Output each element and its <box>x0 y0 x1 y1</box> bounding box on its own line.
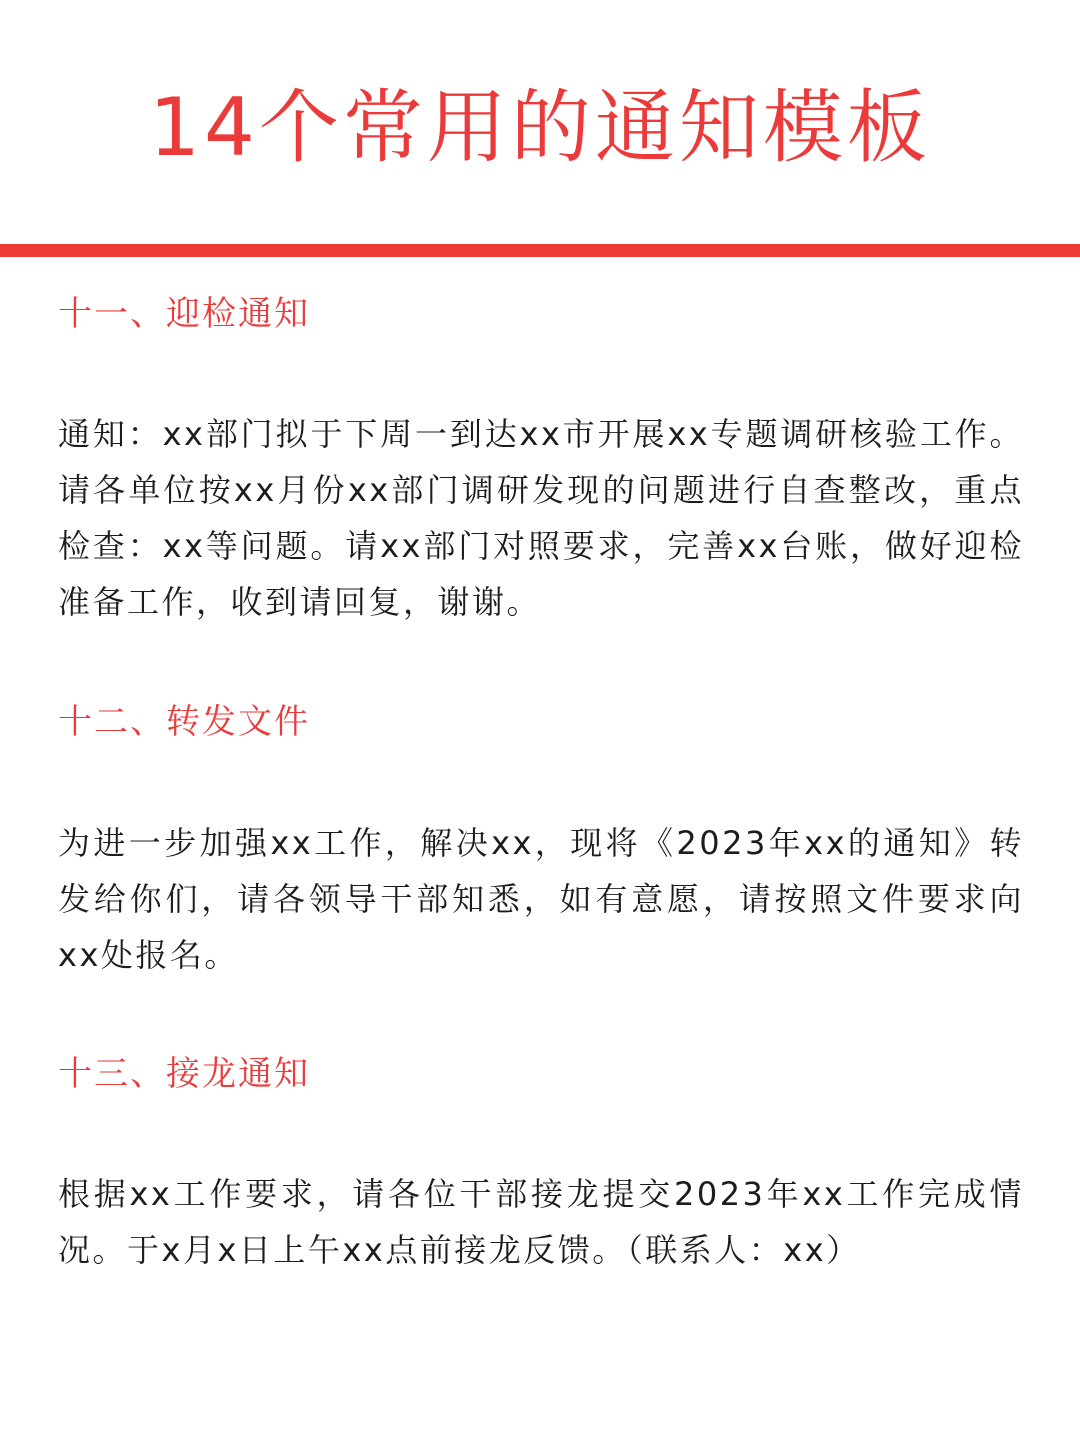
section-body: 根据xx工作要求，请各位干部接龙提交2023年xx工作完成情况。于x月x日上午xx点前接龙反馈。（联系人：xx） <box>58 1175 1024 1269</box>
section-heading: 十三、接龙通知 <box>58 1054 310 1094</box>
section-body: 为进一步加强xx工作，解决xx，现将《2023年xx的通知》转发给你们，请各领导干部知悉，如有意愿，请按照文件要求向xx处报名。 <box>58 824 1024 974</box>
page-title: 14个常用的通知模板 <box>149 81 931 174</box>
section-heading: 十一、迎检通知 <box>58 294 310 334</box>
section-heading: 十二、转发文件 <box>58 702 310 742</box>
section-body: 通知：xx部门拟于下周一到达xx市开展xx专题调研核验工作。请各单位按xx月份xx部门调研发现的问题进行自查整改，重点检查：xx等问题。请xx部门对照要求，完善xx台账，做好迎检准备工作，收到请回复，谢谢。 <box>58 415 1024 621</box>
title-divider <box>0 244 1080 257</box>
